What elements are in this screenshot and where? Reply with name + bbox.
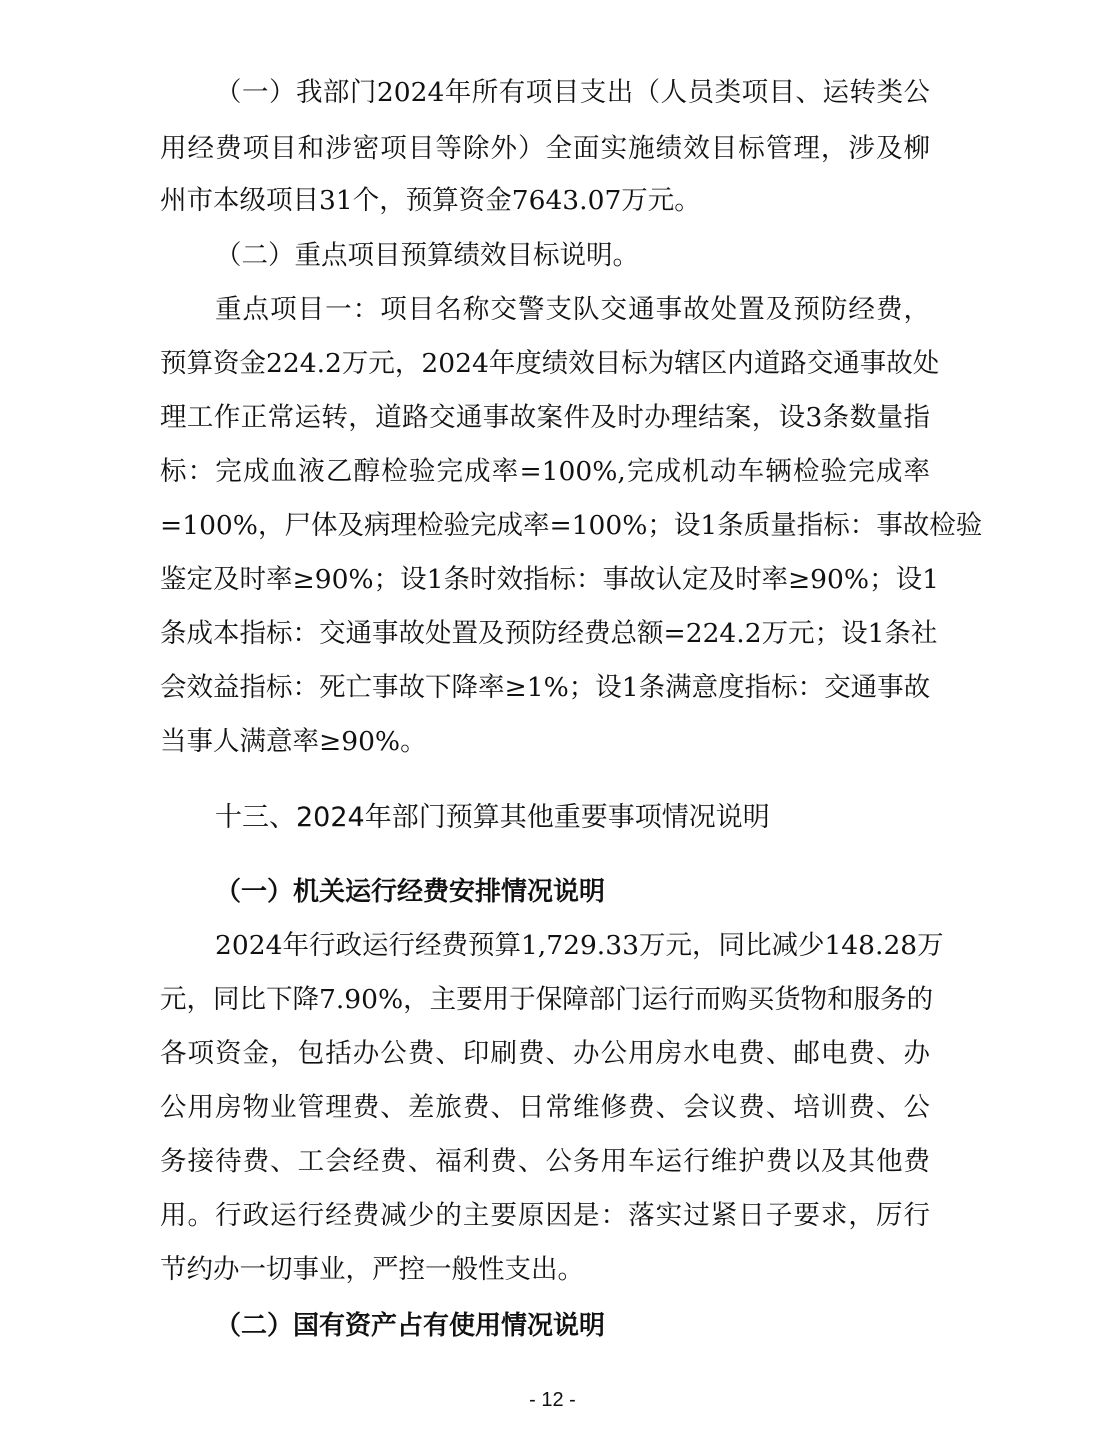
paragraph-line: 鉴定及时率≥90%；设1条时效指标：事故认定及时率≥90%；设1 bbox=[160, 564, 939, 595]
paragraph-line: 务接待费、工会经费、福利费、公务用车运行维护费以及其他费 bbox=[160, 1146, 930, 1177]
page-number: - 12 - bbox=[529, 1389, 576, 1411]
paragraph-line: 当事人满意率≥90%。 bbox=[160, 726, 427, 757]
paragraph-line: 各项资金，包括办公费、印刷费、办公用房水电费、邮电费、办 bbox=[160, 1038, 930, 1069]
paragraph-line: （一）我部门2024年所有项目支出（人员类项目、运转类公 bbox=[215, 77, 930, 108]
paragraph-line: 州市本级项目31个，预算资金7643.07万元。 bbox=[160, 185, 701, 216]
paragraph-line: =100%，尸体及病理检验完成率=100%；设1条质量指标：事故检验 bbox=[160, 510, 983, 541]
paragraph-line: 用经费项目和涉密项目等除外）全面实施绩效目标管理，涉及柳 bbox=[160, 133, 930, 164]
paragraph-line: 用。行政运行经费减少的主要原因是：落实过紧日子要求，厉行 bbox=[160, 1200, 930, 1231]
paragraph-line: 预算资金224.2万元，2024年度绩效目标为辖区内道路交通事故处 bbox=[160, 348, 940, 379]
paragraph-line: （二）重点项目预算绩效目标说明。 bbox=[215, 240, 639, 271]
section-heading: 十三、2024年部门预算其他重要事项情况说明 bbox=[215, 802, 770, 833]
paragraph-line: 重点项目一：项目名称交警支队交通事故处置及预防经费， bbox=[215, 294, 930, 325]
paragraph-line: 理工作正常运转，道路交通事故案件及时办理结案，设3条数量指 bbox=[160, 402, 930, 433]
paragraph-line: 2024年行政运行经费预算1,729.33万元，同比减少148.28万 bbox=[215, 930, 944, 961]
paragraph-line: 会效益指标：死亡事故下降率≥1%；设1条满意度指标：交通事故 bbox=[160, 672, 931, 703]
sub-heading: （二）国有资产占有使用情况说明 bbox=[215, 1311, 606, 1341]
paragraph-line: 公用房物业管理费、差旅费、日常维修费、会议费、培训费、公 bbox=[160, 1092, 930, 1123]
paragraph-line: 节约办一切事业，严控一般性支出。 bbox=[160, 1254, 584, 1285]
sub-heading: （一）机关运行经费安排情况说明 bbox=[215, 877, 606, 907]
paragraph-line: 元，同比下降7.90%，主要用于保障部门运行而购买货物和服务的 bbox=[160, 984, 934, 1015]
paragraph-line: 条成本指标：交通事故处置及预防经费总额=224.2万元；设1条社 bbox=[160, 618, 938, 649]
paragraph-line: 标：完成血液乙醇检验完成率=100%,完成机动车辆检验完成率 bbox=[160, 456, 930, 487]
